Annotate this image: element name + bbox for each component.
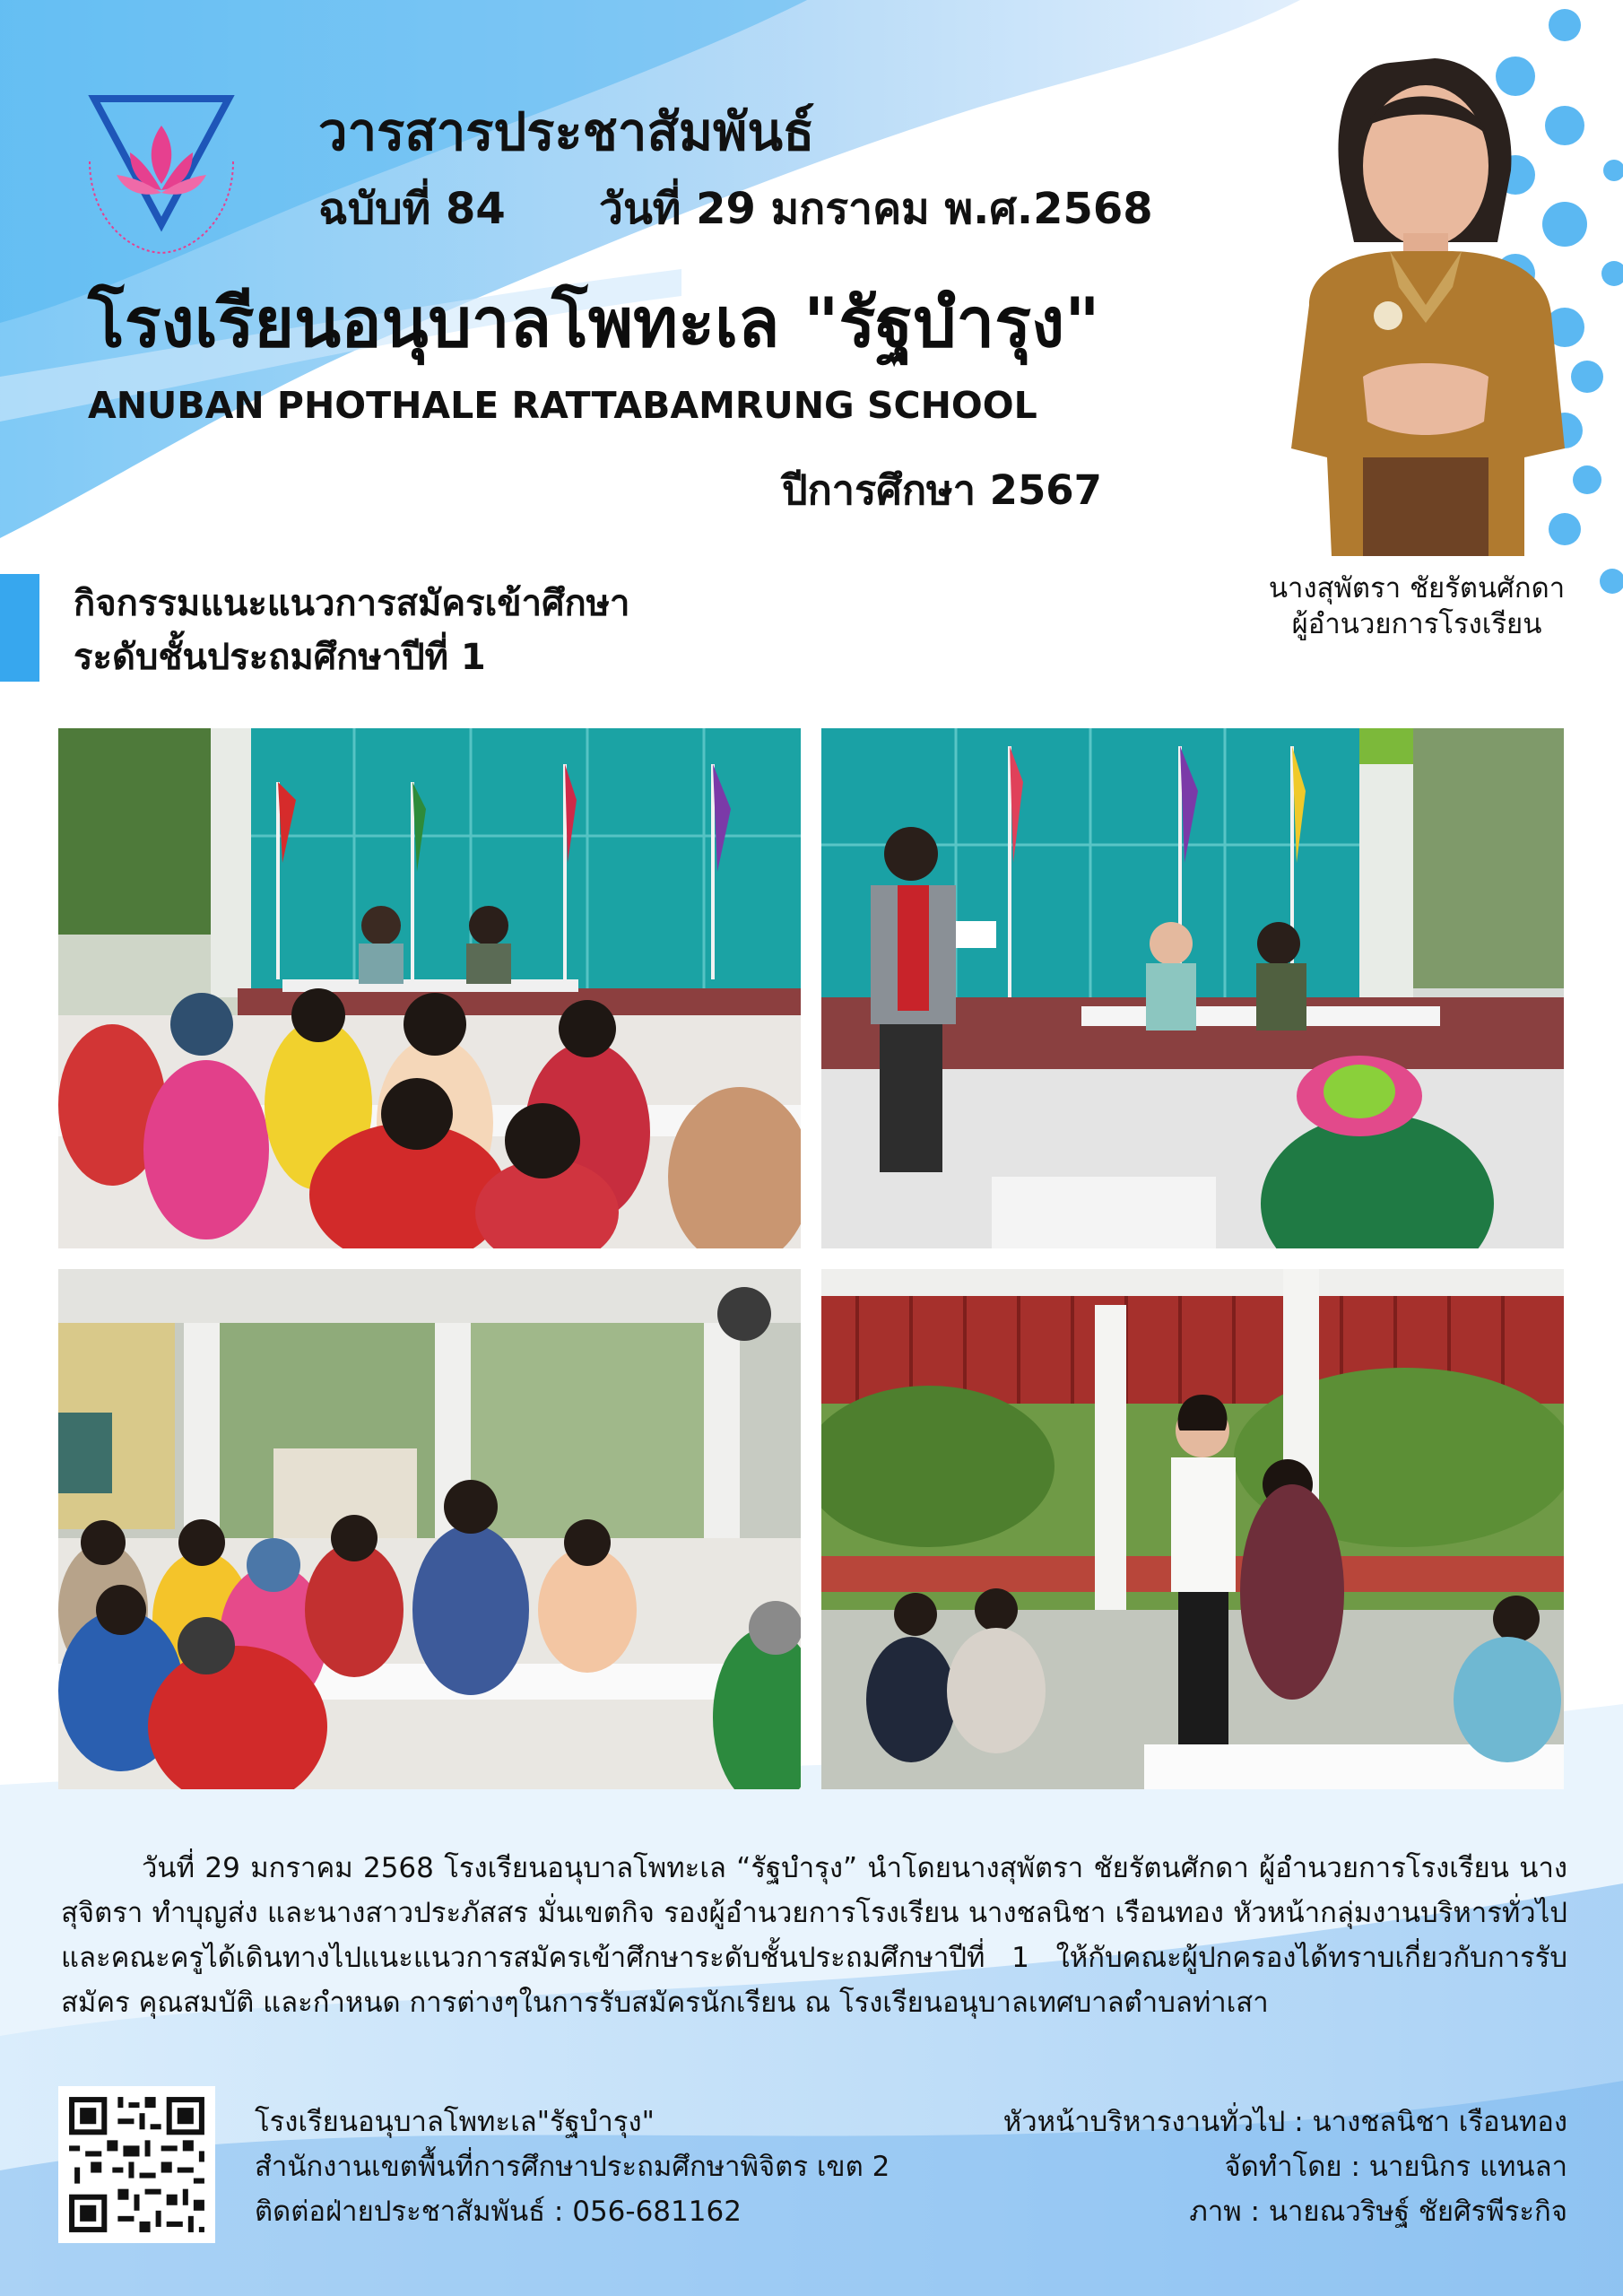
issue-date: วันที่ 29 มกราคม พ.ศ.2568 bbox=[599, 184, 1153, 234]
activity-title-line2: ระดับชั้นประถมศึกษาปีที่ 1 bbox=[74, 637, 486, 678]
meeting-photo-icon bbox=[58, 728, 801, 1248]
school-name-thai: โรงเรียนอนุบาลโพทะเล "รัฐบำรุง" bbox=[88, 283, 1100, 362]
director-portrait bbox=[1255, 36, 1596, 556]
activity-title-line1: กิจกรรมแนะแนวการสมัครเข้าศึกษา bbox=[74, 583, 630, 624]
footer-contact: ติดต่อฝ่ายประชาสัมพันธ์ : 056-681162 bbox=[255, 2196, 742, 2228]
footer-prepared-by: จัดทำโดย : นายนิกร แทนลา bbox=[1224, 2151, 1567, 2183]
footer-school: โรงเรียนอนุบาลโพทะเล"รัฐบำรุง" bbox=[255, 2106, 655, 2138]
footer-head-admin: หัวหน้าบริหารงานทั่วไป : นางชลนิชา เรือนทอง bbox=[1002, 2106, 1567, 2138]
director-name: นางสุพัตรา ชัยรัตนศักดา bbox=[1268, 572, 1566, 604]
school-logo bbox=[76, 90, 247, 260]
qr-code-icon bbox=[58, 2086, 215, 2243]
body-text: วันที่ 29 มกราคม 2568 โรงเรียนอนุบาลโพทะเล “รัฐบำรุง” นำโดยนางสุพัตรา ชัยรัตนศักดา ผู้อำนวยการโรงเรียน นางสุจิตรา ทำบุญส่ง และนางสาวประภัสสร มั่นเขตกิจ รองผู้อำนวยการโรงเรียน นางชลนิชา เรือนทอง หัวหน้ากลุ่มงานบริหารทั่วไป และคณะครูได้เดินทางไปแนะแนวการสมัครเข้าศึกษาระดับชั้นประถมศึกษาปีที่ 1 ให้กับคณะผู้ปกครองได้ทราบเกี่ยวกับการรับสมัคร คุณสมบัติ และกำหนด การต่างๆในการรับสมัครนักเรียน ณ โรงเรียนอนุบาลเทศบาลตำบลท่าเสา bbox=[61, 1852, 1567, 2019]
director-role: ผู้อำนวยการโรงเรียน bbox=[1291, 608, 1542, 640]
speaker-photo-icon bbox=[821, 728, 1564, 1248]
presenters-photo-icon bbox=[821, 1269, 1564, 1789]
footer-photo-credit: ภาพ : นายณวริษฐ์ ชัยศิรพีระกิจ bbox=[1189, 2196, 1567, 2228]
accent-bar bbox=[0, 574, 39, 682]
issue-number: ฉบับที่ 84 bbox=[318, 184, 506, 234]
footer-office: สำนักงานเขตพื้นที่การศึกษาประถมศึกษาพิจิตร เขต 2 bbox=[255, 2151, 890, 2183]
journal-title: วารสารประชาสัมพันธ์ bbox=[318, 101, 815, 162]
academic-year: ปีการศึกษา 2567 bbox=[782, 466, 1102, 514]
school-name-english: ANUBAN PHOTHALE RATTABAMRUNG SCHOOL bbox=[88, 384, 1037, 427]
body-paragraph bbox=[61, 1846, 1567, 2025]
parents-photo-icon bbox=[58, 1269, 801, 1789]
